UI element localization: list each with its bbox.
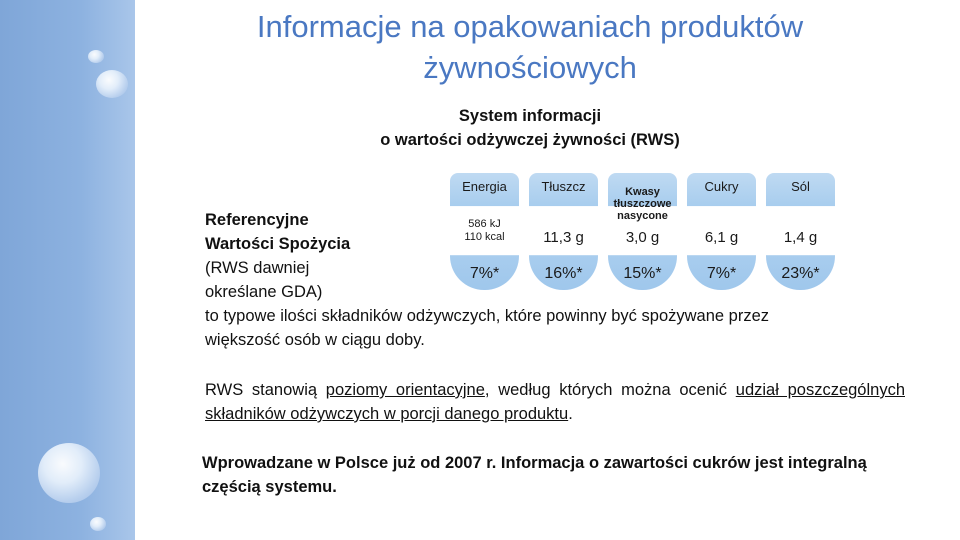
page-title: Informacje na opakowaniach produktów żywnościowych [256,9,804,85]
underlined-text: poziomy orientacyjne [325,381,485,399]
rws-purpose-paragraph [205,378,905,426]
header-line: tłuszczowe [613,198,672,210]
text-line: (RWS dawniej [205,259,310,277]
text-line: Referencyjne [205,211,309,229]
column-value: 6,1 g [704,229,739,246]
column-percent: 16%* [544,265,583,282]
text-span: RWS stanowią [205,381,326,399]
column-percent: 7%* [706,265,737,282]
text-span: . [568,405,573,423]
column-header: Energia [462,179,507,194]
column-header: Tłuszcz [541,179,586,194]
header-line: nasycone [617,210,668,222]
column-percent: 7%* [469,265,500,282]
rws-definition-paragraph [205,208,905,352]
header-line: Kwasy [625,186,660,198]
bubble-decoration [96,70,128,98]
poland-introduction-paragraph: Wprowadzane w Polsce już od 2007 r. Informacja o zawartości cukrów jest integralną częścią systemu. [202,454,867,496]
value-kcal: 110 kcal [464,231,505,243]
text-span: , według których można ocenić [484,381,736,399]
column-value: 11,3 g [543,229,584,246]
value-kj: 586 kJ [468,218,501,230]
column-value: 3,0 g [625,229,660,246]
bubble-decoration [90,517,106,531]
text-line: to typowe ilości składników odżywczych, które powinny być spożywane przez [205,307,769,325]
bubble-decoration [88,50,104,63]
text-line: większość osób w ciągu doby. [205,331,425,349]
bubble-decoration [38,443,100,503]
column-value: 1,4 g [783,229,818,246]
column-header: Cukry [704,179,739,194]
underlined-text: udział poszczególnych składników odżywczych w porcji danego produktu [205,381,905,423]
subtitle [300,104,760,152]
subtitle-line: o wartości odżywczej żywności (RWS) [380,131,680,149]
text-line: Wartości Spożycia [205,235,351,253]
text-line: określane GDA) [205,283,323,301]
column-percent: 15%* [623,265,662,282]
column-header: Sól [791,179,810,194]
subtitle-line: System informacji [458,107,602,125]
decorative-sidebar [0,0,135,540]
column-percent: 23%* [781,265,820,282]
